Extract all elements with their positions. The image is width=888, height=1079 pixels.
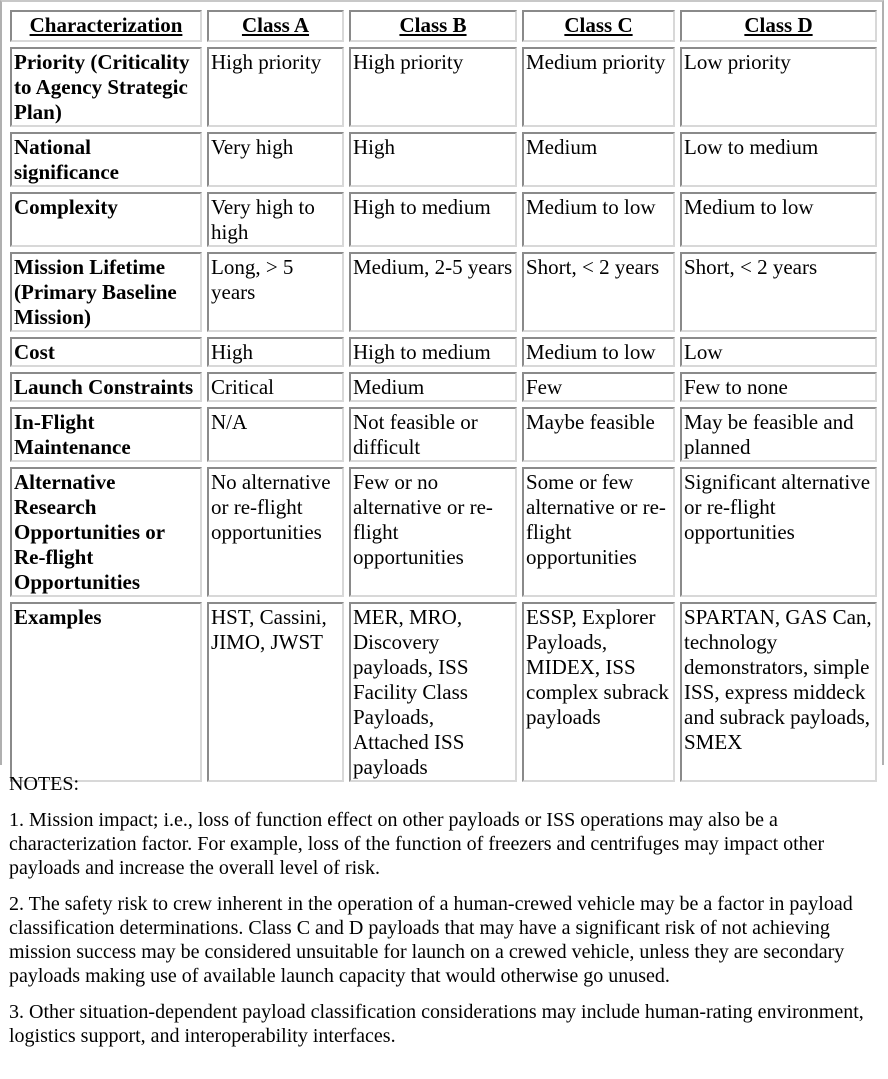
cell-class-a: Very high to high [207,192,344,247]
cell-class-b: High to medium [349,337,517,367]
row-label: Alternative Research Opportunities or Re-flight Opportunities [10,467,202,597]
row-label: National significance [10,132,202,187]
cell-class-b: High to medium [349,192,517,247]
table-row [10,252,877,332]
row-label: Cost [10,337,202,367]
note-1: 1. Mission impact; i.e., loss of function effect on other payloads or ISS operations may also be a characterization factor. For example, loss of the function of freezers and centrifuges may impact other payloads and increase the overall level of risk. [9,809,825,879]
cell-class-c: Medium priority [522,47,675,127]
row-label: Launch Constraints [10,372,202,402]
cell-class-a: HST, Cassini, JIMO, JWST [207,602,344,782]
notes-title: NOTES: [9,773,79,795]
cell-class-d: SPARTAN, GAS Can, technology demonstrators, simple ISS, express middeck and subrack payloads, SMEX [680,602,877,782]
cell-class-d: Few to none [680,372,877,402]
cell-class-a: N/A [207,407,344,462]
table-row [10,47,877,127]
cell-class-d: Low to medium [680,132,877,187]
cell-class-c: Few [522,372,675,402]
table-row [10,467,877,597]
cell-class-c: Short, < 2 years [522,252,675,332]
cell-class-a: No alternative or re-flight opportunities [207,467,344,597]
row-label: Examples [10,602,202,782]
note-2: 2. The safety risk to crew inherent in the operation of a human-crewed vehicle may be a factor in payload classification determinations. Class C and D payloads that may have a significant risk of not achieving mission success may be considered unsuitable for launch on a crewed vehicle, unless they are secondary payloads making use of available launch capacity that would otherwise go unused. [9,893,853,987]
cell-class-d: Short, < 2 years [680,252,877,332]
cell-class-b: Medium, 2-5 years [349,252,517,332]
cell-class-c: Some or few alternative or re-flight opportunities [522,467,675,597]
cell-class-a: High priority [207,47,344,127]
table-row [10,602,877,782]
header-class-b: Class B [349,10,517,42]
cell-class-c: Medium to low [522,192,675,247]
row-label: Complexity [10,192,202,247]
cell-class-c: Medium [522,132,675,187]
header-row [10,10,877,42]
cell-class-b: Medium [349,372,517,402]
cell-class-d: Significant alternative or re-flight opportunities [680,467,877,597]
table-row [10,337,877,367]
note-3: 3. Other situation-dependent payload classification considerations may include human-rating environment, logistics support, and interoperability interfaces. [9,1001,864,1047]
row-label: Mission Lifetime (Primary Baseline Mission) [10,252,202,332]
table-row [10,372,877,402]
cell-class-b: MER, MRO, Discovery payloads, ISS Facility Class Payloads, Attached ISS payloads [349,602,517,782]
cell-class-c: ESSP, Explorer Payloads, MIDEX, ISS complex subrack payloads [522,602,675,782]
row-label: Priority (Criticality to Agency Strategic Plan) [10,47,202,127]
cell-class-a: High [207,337,344,367]
cell-class-b: High [349,132,517,187]
table-row [10,132,877,187]
table-row [10,407,877,462]
cell-class-d: Low [680,337,877,367]
cell-class-b: Not feasible or difficult [349,407,517,462]
cell-class-c: Medium to low [522,337,675,367]
cell-class-a: Very high [207,132,344,187]
row-label: In-Flight Maintenance [10,407,202,462]
cell-class-c: Maybe feasible [522,407,675,462]
header-class-d: Class D [680,10,877,42]
table-row [10,192,877,247]
notes-section [9,772,885,1060]
header-characterization: Characterization [10,10,202,42]
cell-class-b: Few or no alternative or re-flight opportunities [349,467,517,597]
cell-class-b: High priority [349,47,517,127]
header-class-a: Class A [207,10,344,42]
cell-class-d: Medium to low [680,192,877,247]
cell-class-d: May be feasible and planned [680,407,877,462]
payload-classification-table [5,5,882,787]
cell-class-d: Low priority [680,47,877,127]
header-class-c: Class C [522,10,675,42]
cell-class-a: Long, > 5 years [207,252,344,332]
cell-class-a: Critical [207,372,344,402]
